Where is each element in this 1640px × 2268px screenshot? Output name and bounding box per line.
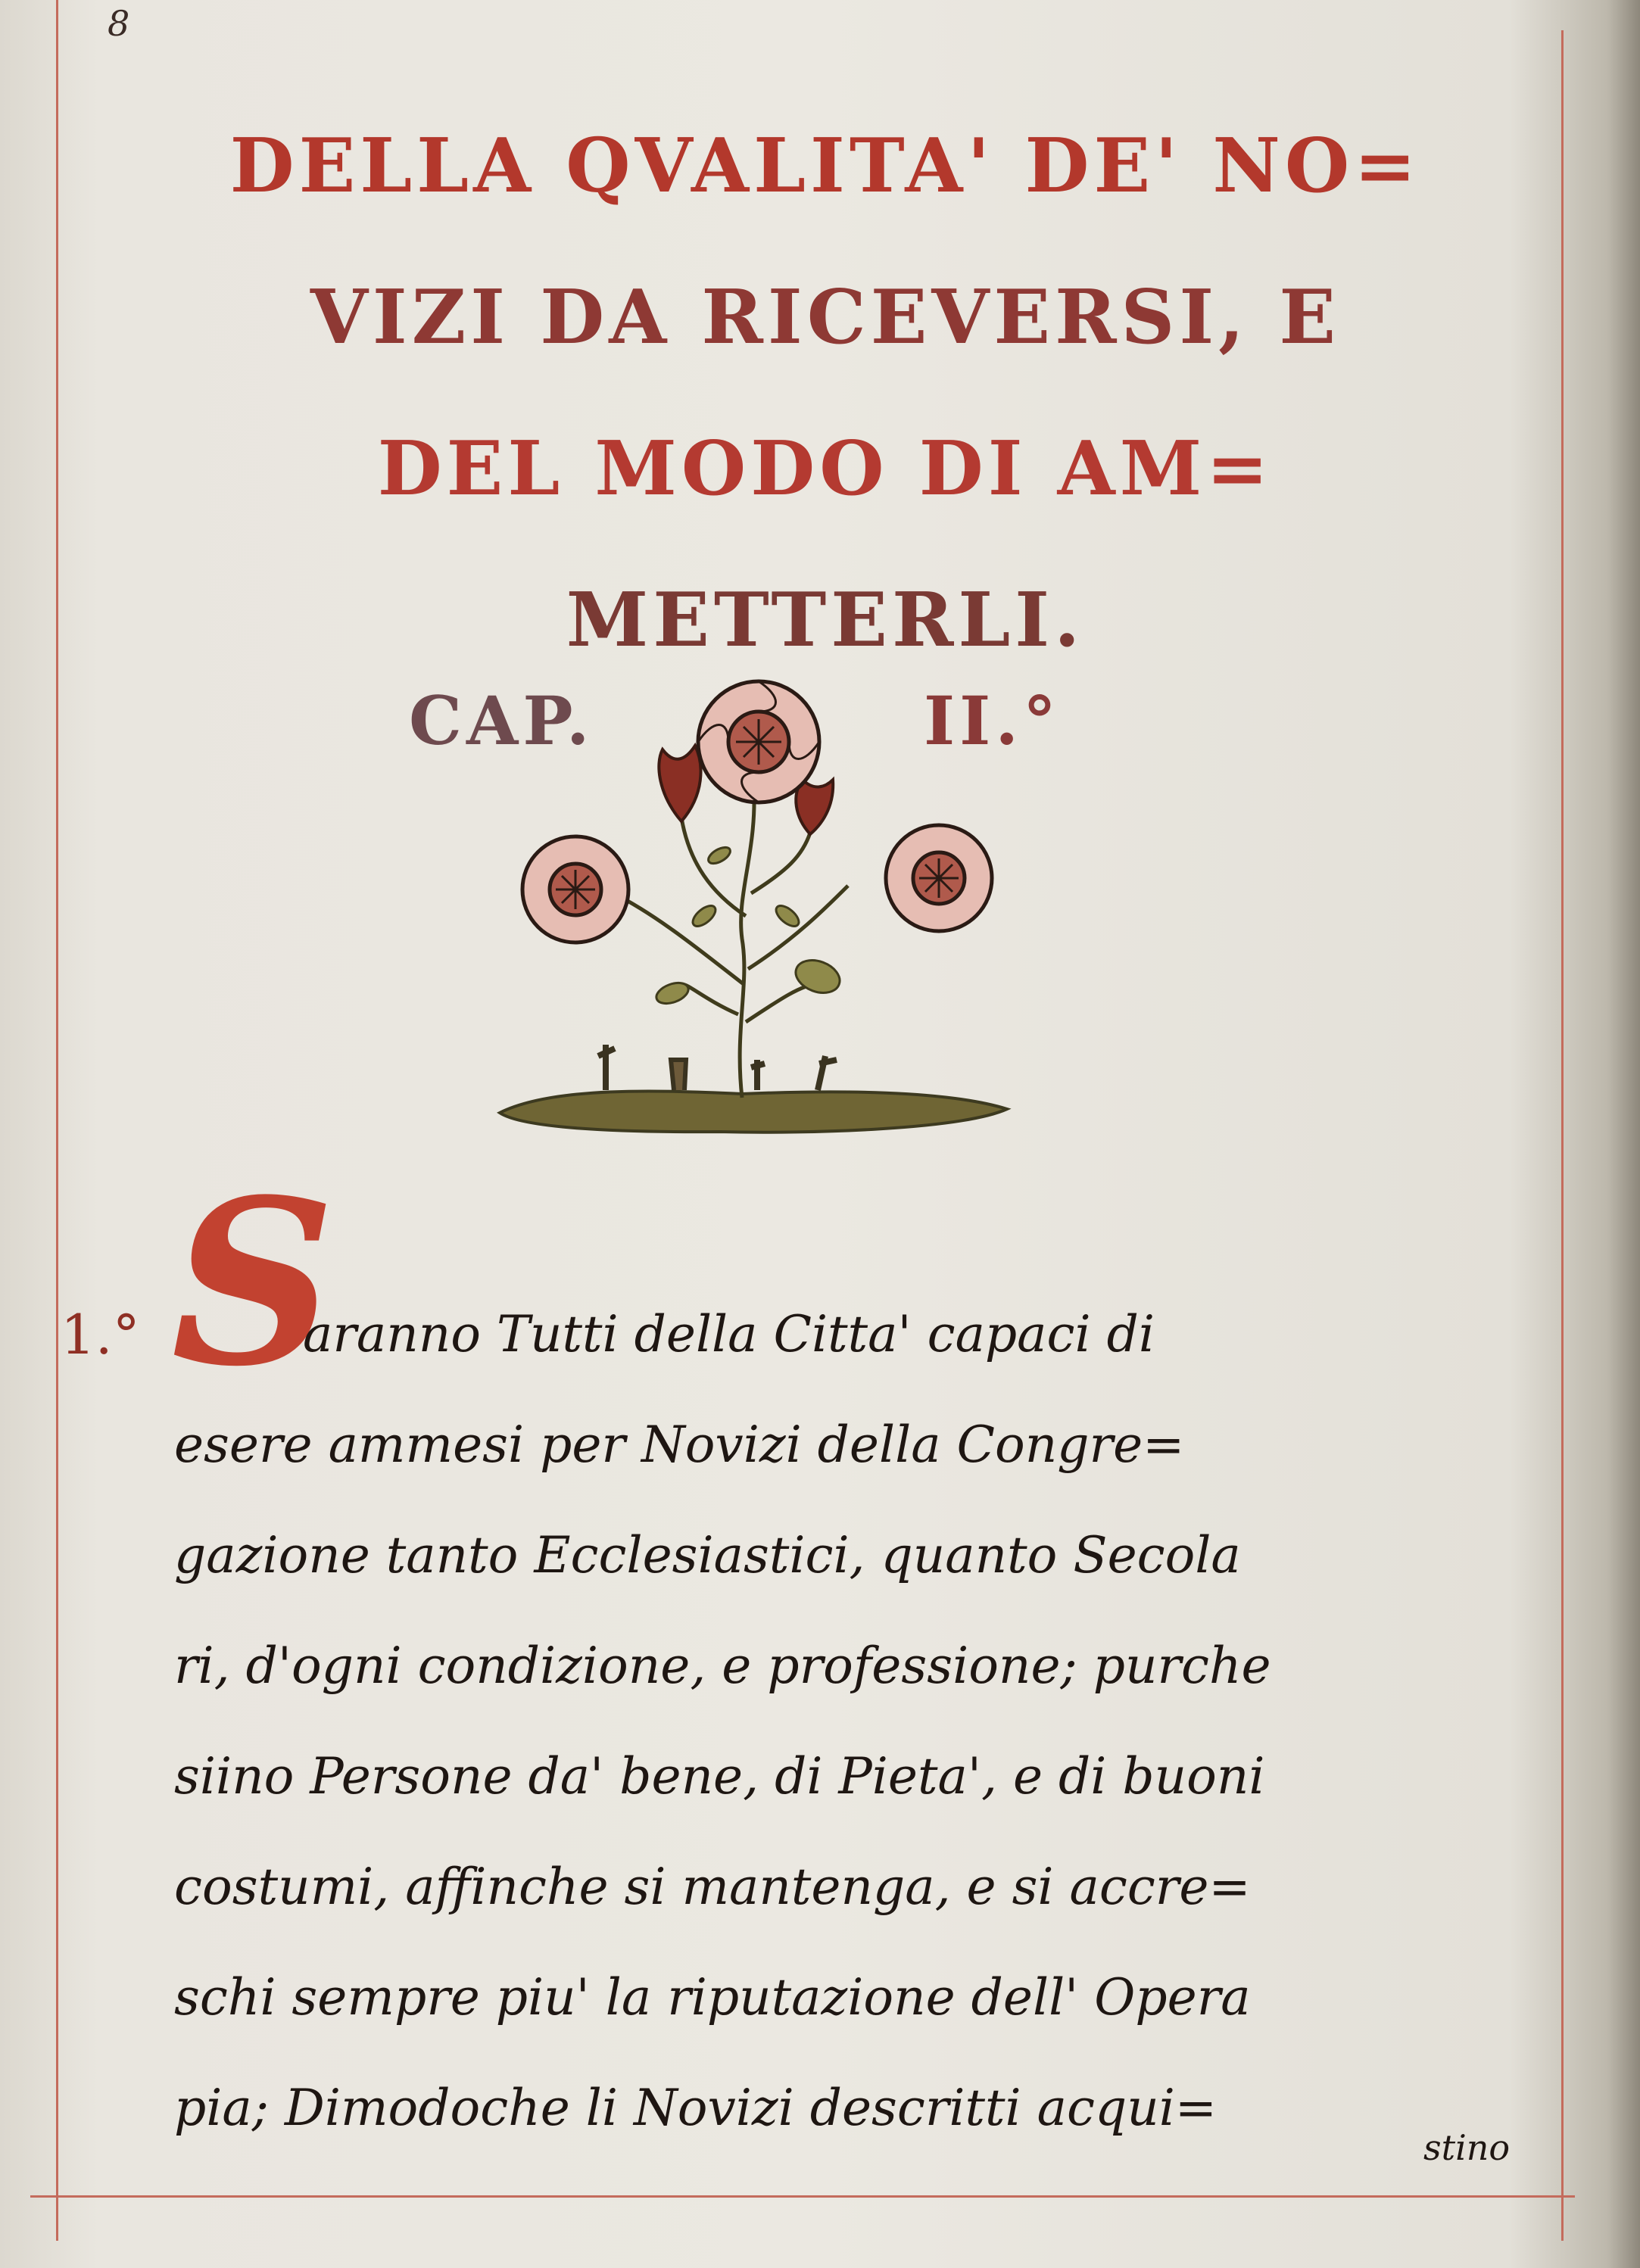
catchword: stino bbox=[1423, 2127, 1511, 2168]
chapter-label: CAP. bbox=[409, 681, 594, 760]
decorated-initial: S bbox=[171, 1149, 335, 1416]
chapter-number: II.° bbox=[924, 681, 1061, 760]
title-line: METTERLI. bbox=[566, 577, 1085, 664]
title-line: DEL MODO DI AM= bbox=[377, 425, 1274, 512]
text-line: aranno Tutti della Citta' capaci di bbox=[303, 1305, 1155, 1363]
text-line: ri, d'ogni condizione, e professione; purche bbox=[174, 1637, 1271, 1695]
chapter-title bbox=[121, 91, 1529, 696]
title-line: VIZI DA RICEVERSI, E bbox=[310, 274, 1341, 361]
title-line: DELLA QVALITA' DE' NO= bbox=[229, 123, 1421, 210]
flower-ornament-icon bbox=[492, 666, 1022, 1158]
text-line: gazione tanto Ecclesiastici, quanto Secola bbox=[174, 1526, 1241, 1584]
bottom-margin-rule bbox=[30, 2195, 1575, 2198]
paragraph-body bbox=[174, 1279, 1567, 2164]
left-margin-rule bbox=[56, 0, 58, 2241]
page-number: 8 bbox=[108, 3, 130, 44]
text-line: pia; Dimodoche li Novizi descritti acqui= bbox=[174, 2079, 1218, 2137]
text-line: esere ammesi per Novizi della Congre= bbox=[174, 1416, 1185, 1474]
text-line: siino Persone da' bene, di Pieta', e di buoni bbox=[174, 1747, 1265, 1805]
paragraph-number: 1.° bbox=[61, 1303, 140, 1366]
text-line: costumi, affinche si mantenga, e si accre= bbox=[174, 1858, 1251, 1916]
text-line: schi sempre piu' la riputazione dell' Opera bbox=[174, 1968, 1251, 2027]
